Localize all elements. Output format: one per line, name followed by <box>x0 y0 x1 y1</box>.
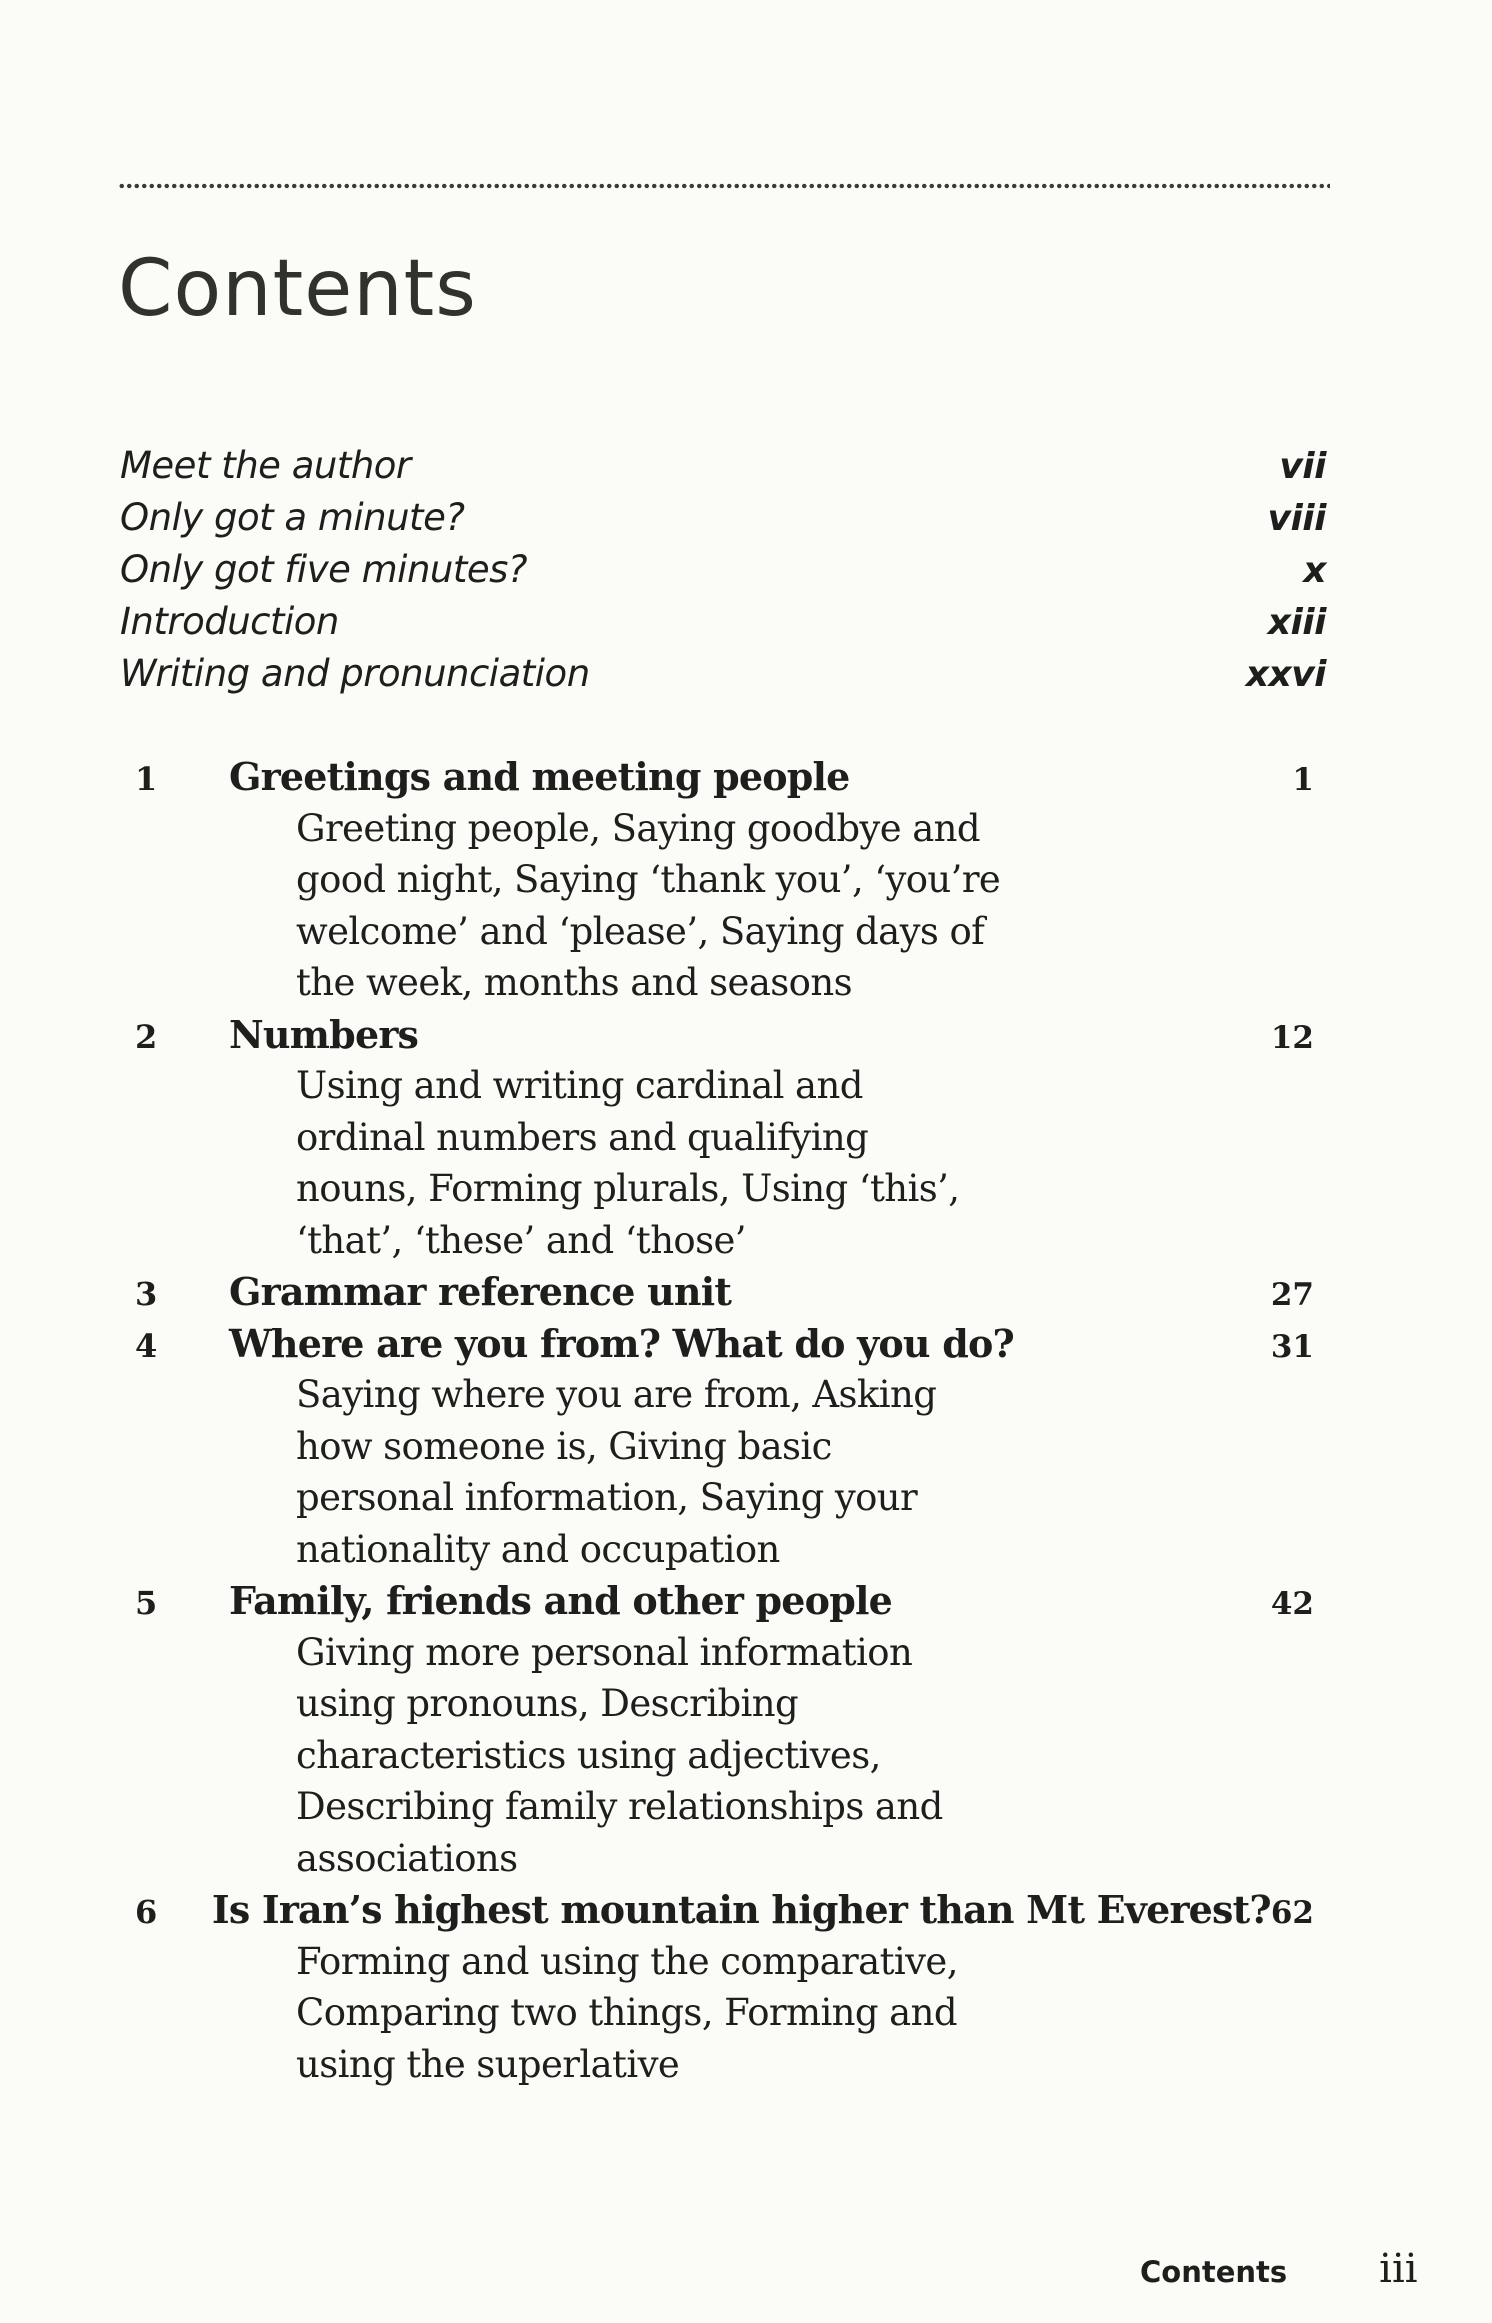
chapter-description <box>296 1060 1330 1266</box>
chapter-description-line: using the superlative <box>296 2042 680 2086</box>
chapter-entry <box>135 751 1330 1009</box>
chapter-description-line: ordinal numbers and qualifying <box>296 1115 869 1159</box>
front-matter-label: Writing and pronunciation <box>120 652 590 695</box>
chapter-description-line: Saying where you are from, Asking <box>296 1373 937 1416</box>
chapter-entry <box>135 1266 1330 1318</box>
front-matter-entry[interactable] <box>120 648 1330 700</box>
chapter-number: 4 <box>135 1326 158 1365</box>
page-footer <box>1140 2246 1418 2292</box>
chapter-page: 27 <box>1270 1277 1314 1313</box>
chapter-description-line: the week, months and seasons <box>296 961 852 1004</box>
chapter-description-line: ‘that’, ‘these’ and ‘those’ <box>296 1218 746 1262</box>
chapter-page: 1 <box>1292 762 1314 798</box>
chapter-title: Grammar reference unit <box>229 1269 732 1314</box>
chapter-description <box>296 1936 1330 2091</box>
front-matter-label: Meet the author <box>120 444 411 487</box>
chapter-entry <box>135 1009 1330 1267</box>
page-title: Contents <box>118 244 477 334</box>
front-matter-page: vii <box>1279 446 1326 487</box>
chapter-title: Where are you from? What do you do? <box>229 1320 1014 1366</box>
chapter-description-line: Forming and using the comparative, <box>296 1939 958 1983</box>
front-matter-page: xiii <box>1267 602 1326 643</box>
chapter-heading[interactable] <box>135 1009 1330 1061</box>
chapter-number: 2 <box>135 1017 158 1056</box>
chapter-heading[interactable] <box>135 1575 1330 1627</box>
front-matter-label: Introduction <box>120 600 339 643</box>
chapter-heading[interactable] <box>135 751 1330 803</box>
chapter-description-line: personal information, Saying your <box>296 1476 918 1519</box>
chapter-description-line: good night, Saying ‘thank you’, ‘you’re <box>296 858 1001 901</box>
chapter-heading[interactable] <box>135 1266 1330 1318</box>
chapter-number: 1 <box>135 760 158 798</box>
chapter-description-line: Giving more personal information <box>296 1630 913 1674</box>
front-matter-entry[interactable] <box>120 596 1330 648</box>
chapter-number: 3 <box>135 1275 158 1313</box>
chapter-description-line: nouns, Forming plurals, Using ‘this’, <box>296 1167 960 1210</box>
chapter-list <box>135 751 1330 2090</box>
chapter-description-line: using pronouns, Describing <box>296 1682 799 1725</box>
chapter-page: 31 <box>1270 1328 1314 1365</box>
chapter-heading[interactable] <box>135 1884 1330 1936</box>
page-number: iii <box>1379 2246 1418 2292</box>
chapter-title: Is Iran’s highest mountain higher than Mt Everest? <box>211 1887 1271 1932</box>
front-matter-list <box>120 440 1330 700</box>
chapter-description <box>296 803 1330 1009</box>
chapter-title: Numbers <box>229 1011 419 1057</box>
chapter-page: 12 <box>1270 1019 1314 1056</box>
chapter-description-line: welcome’ and ‘please’, Saying days of <box>296 909 985 953</box>
chapter-description-line: Greeting people, Saying goodbye and <box>296 806 980 850</box>
chapter-entry <box>135 1884 1330 2090</box>
running-footer-label: Contents <box>1140 2255 1288 2289</box>
front-matter-page: viii <box>1267 498 1326 539</box>
chapter-entry <box>135 1575 1330 1884</box>
chapter-description-line: Using and writing cardinal and <box>296 1064 863 1107</box>
front-matter-entry[interactable] <box>120 492 1330 544</box>
chapter-description-line: nationality and occupation <box>296 1527 780 1571</box>
dotted-rule <box>118 183 1330 189</box>
front-matter-label: Only got five minutes? <box>120 548 528 591</box>
chapter-entry <box>135 1318 1330 1576</box>
chapter-description-line: characteristics using adjectives, <box>296 1733 881 1777</box>
chapter-description <box>296 1369 1330 1575</box>
chapter-description <box>296 1627 1330 1885</box>
chapter-number: 6 <box>135 1893 158 1931</box>
chapter-description-line: associations <box>296 1836 518 1880</box>
front-matter-page: x <box>1303 550 1326 591</box>
front-matter-label: Only got a minute? <box>120 496 465 539</box>
front-matter-entry[interactable] <box>120 440 1330 492</box>
front-matter-entry[interactable] <box>120 544 1330 596</box>
chapter-page: 62 <box>1270 1895 1314 1931</box>
chapter-page: 42 <box>1270 1586 1314 1622</box>
front-matter-page: xxvi <box>1245 654 1326 695</box>
chapter-title: Family, friends and other people <box>229 1578 892 1623</box>
chapter-description-line: how someone is, Giving basic <box>296 1424 832 1468</box>
chapter-number: 5 <box>135 1584 158 1622</box>
chapter-title: Greetings and meeting people <box>229 754 850 799</box>
chapter-description-line: Describing family relationships and <box>296 1785 943 1828</box>
chapter-heading[interactable] <box>135 1318 1330 1370</box>
chapter-description-line: Comparing two things, Forming and <box>296 1991 957 2034</box>
